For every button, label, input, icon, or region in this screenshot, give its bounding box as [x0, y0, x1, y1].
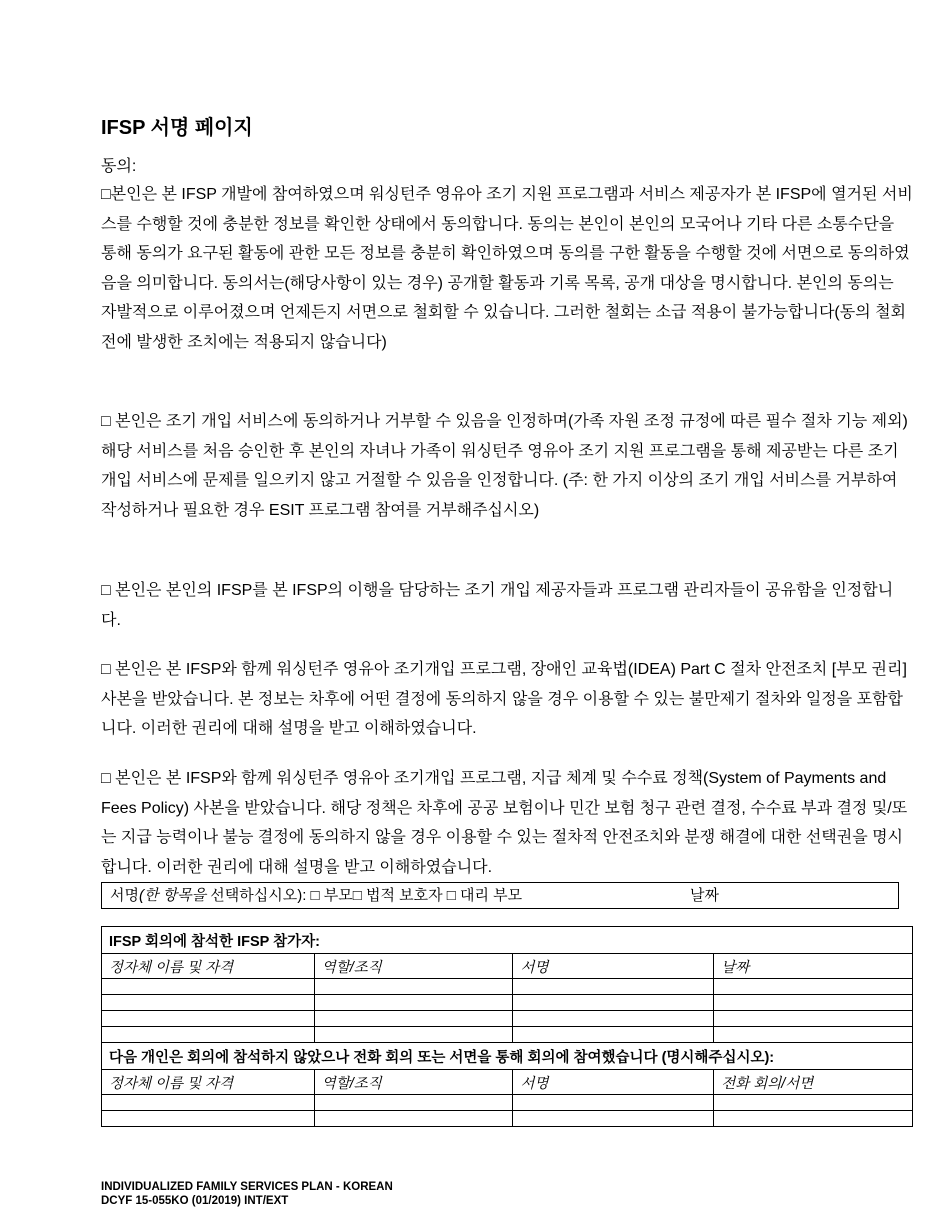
- header-participation-mode: 전화 회의/서면: [714, 1070, 913, 1095]
- signature-label-options: 선택하십시오): □ 부모□ 법적 보호자 □ 대리 부모: [206, 887, 523, 904]
- consent-paragraph-payments-policy: □ 본인은 본 IFSP와 함께 워싱턴주 영유아 조기개입 프로그램, 지급 체계 및 수수료 정책(System of Payments and Fees Policy) 사본을 받았습니다. 해당 정책은 차후에 공공 보험이나 민간 보험 청구 관련 결정, 수수료 부과 결정 및/또는 지급 능력이나 불능 결정에 동의하지 않을 경우 이용할 수 있는 절차적 안전조치와 분쟁 해결에 대한 선택권을 명시합니다. 이러한 권리에 대해 설명을 받고 이해하였습니다.: [101, 770, 908, 876]
- role-cell[interactable]: [314, 979, 513, 995]
- date-cell[interactable]: [714, 1027, 913, 1043]
- header-signature: 서명: [513, 954, 714, 979]
- name-cell[interactable]: [102, 995, 315, 1011]
- date-cell[interactable]: [714, 979, 913, 995]
- signature-label-italic: (한 항목을: [138, 887, 207, 904]
- role-cell[interactable]: [314, 1095, 513, 1111]
- header-name: 정자체 이름 및 자격: [102, 1070, 315, 1095]
- header-date: 날짜: [714, 954, 913, 979]
- signature-cell[interactable]: [513, 1027, 714, 1043]
- table-row: [102, 1095, 913, 1111]
- role-cell[interactable]: [314, 1111, 513, 1127]
- name-cell[interactable]: [102, 979, 315, 995]
- signature-cell[interactable]: [513, 995, 714, 1011]
- table-row: [102, 1027, 913, 1043]
- signature-cell[interactable]: [513, 1095, 714, 1111]
- name-cell[interactable]: [102, 1111, 315, 1127]
- table-row: [102, 979, 913, 995]
- header-role: 역할/조직: [314, 954, 513, 979]
- table-row: [102, 1011, 913, 1027]
- form-number: DCYF 15-055KO (01/2019) INT/EXT: [101, 1195, 289, 1207]
- role-cell[interactable]: [314, 1011, 513, 1027]
- consent-paragraph-participation: □본인은 본 IFSP 개발에 참여하였으며 워싱턴주 영유아 조기 지원 프로그램과 서비스 제공자가 본 IFSP에 열거된 서비스를 수행할 것에 충분한 정보를 확인한 상태에서 동의합니다. 동의는 본인이 본인의 모국어나 기타 다른 소통수단을 통해 동의가 요구된 활동에 관한 모든 정보를 충분히 확인하였으며 동의를 구한 활동을 수행할 것에 서면으로 동의하였음을 의미합니다. 동의서는(해당사항이 있는 경우) 공개할 활동과 기록 목록, 공개 대상을 명시합니다. 본인의 동의는 자발적으로 이루어졌으며 언제든지 서면으로 철회할 수 있습니다. 그러한 철회는 소급 적용이 불가능합니다(동의 철회 전에 발생한 조치에는 적용되지 않습니다): [101, 186, 913, 351]
- name-cell[interactable]: [102, 1011, 315, 1027]
- remote-section-title: 다음 개인은 회의에 참석하지 않았으나 전화 회의 또는 서면을 통해 회의에 참여했습니다 (명시해주십시오):: [102, 1043, 913, 1070]
- signature-date-label: 날짜: [690, 887, 719, 904]
- name-cell[interactable]: [102, 1027, 315, 1043]
- signature-label-prefix: 서명: [110, 887, 139, 904]
- role-cell[interactable]: [314, 1027, 513, 1043]
- signature-cell[interactable]: [513, 1011, 714, 1027]
- table-row: [102, 1111, 913, 1127]
- participants-table: [101, 926, 913, 1127]
- header-role: 역할/조직: [314, 1070, 513, 1095]
- mode-cell[interactable]: [714, 1111, 913, 1127]
- consent-paragraph-sharing: □ 본인은 본인의 IFSP를 본 IFSP의 이행을 담당하는 조기 개입 제공자들과 프로그램 관리자들이 공유함을 인정합니다.: [101, 582, 894, 629]
- date-cell[interactable]: [714, 995, 913, 1011]
- name-cell[interactable]: [102, 1095, 315, 1111]
- consent-paragraph-refusal: □ 본인은 조기 개입 서비스에 동의하거나 거부할 수 있음을 인정하며(가족 자원 조정 규정에 따른 필수 절차 기능 제외) 해당 서비스를 처음 승인한 후 본인의 자녀나 가족이 워싱턴주 영유아 조기 지원 프로그램을 통해 제공받는 다른 조기 개입 서비스에 문제를 일으키지 않고 거절할 수 있음을 인정합니다. (주: 한 가지 이상의 조기 개입 서비스를 거부하여 작성하거나 필요한 경우 ESIT 프로그램 참여를 거부해주십시오): [101, 413, 908, 519]
- date-cell[interactable]: [714, 1011, 913, 1027]
- header-signature: 서명: [513, 1070, 714, 1095]
- page-title: IFSP 서명 페이지: [101, 117, 253, 139]
- role-cell[interactable]: [314, 995, 513, 1011]
- consent-label: 동의:: [101, 158, 137, 175]
- signature-line[interactable]: [101, 882, 899, 909]
- consent-paragraph-procedural-safeguards: □ 본인은 본 IFSP와 함께 워싱턴주 영유아 조기개입 프로그램, 장애인 교육법(IDEA) Part C 절차 안전조치 [부모 권리] 사본을 받았습니다. 본 정보는 차후에 어떤 결정에 동의하지 않을 경우 이용할 수 있는 불만제기 절차와 일정을 포함합니다. 이러한 권리에 대해 설명을 받고 이해하였습니다.: [101, 661, 907, 737]
- mode-cell[interactable]: [714, 1095, 913, 1111]
- header-name: 정자체 이름 및 자격: [102, 954, 315, 979]
- form-title: INDIVIDUALIZED FAMILY SERVICES PLAN - KOREAN: [101, 1181, 393, 1193]
- form-footer: [101, 1180, 393, 1208]
- signature-cell[interactable]: [513, 1111, 714, 1127]
- signature-cell[interactable]: [513, 979, 714, 995]
- attended-section-title: IFSP 회의에 참석한 IFSP 참가자:: [102, 927, 913, 954]
- table-row: [102, 995, 913, 1011]
